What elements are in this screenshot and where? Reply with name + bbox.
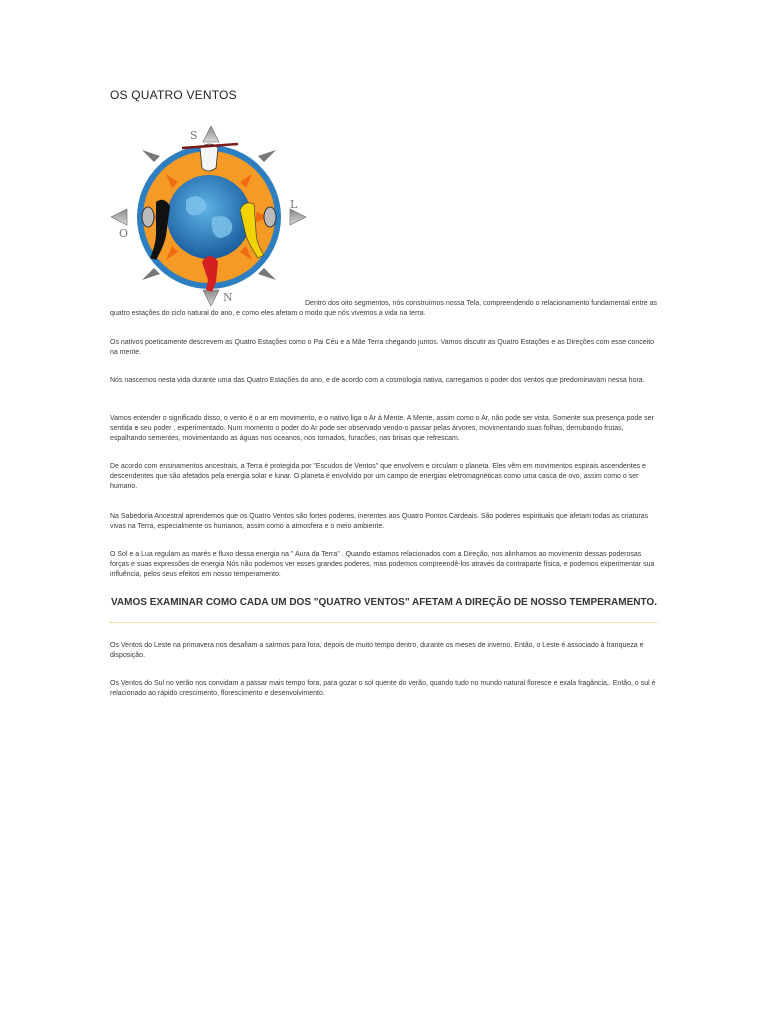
letter-s: S — [190, 129, 198, 142]
paragraph: Vamos entender o significado disso, o vento é o ar em movimento, e o nativo liga o Ar à Mente. A Mente, assim como o Ar, não pode ser vista. Somente sua presença pode ser sentida e seu poder , experimentado. Num momento o poder do Ar pode ser observado vendo-o passar pelas árvores, movimentando suas folhas, derrubando frutas, espalhando sementes, movimentando as águas nos oceanos, nos tornados, furacões, nas brisas que refrescam. — [110, 415, 654, 442]
page-title: OS QUATRO VENTOS — [110, 88, 237, 102]
letter-l: L — [290, 198, 298, 211]
paragraph: De acordo com ensinamentos ancestrais, a Terra é protegida por "Escudos de Ventos" que envolvem e circulam o planeta. Eles vêm em movimentos espirais ascendentes e descendentes que são afetados pela energia solar e lunar. O planeta é envolvido por um campo de energias eletromagnéticas como uma casca de ovo, assim como o ser humano. — [110, 463, 646, 490]
paragraph: Na Sabedoria Ancestral aprendemos que os Quatro Ventos são fortes poderes, inerentes aos Quatro Pontos Cardeais. São poderes espirituais que afetam todas as criaturas vivas na Terra, especialmente os humanos, assim como a atmosfera e o meio ambiente. — [110, 513, 649, 530]
paragraph: Nós nascemos nesta vida durante uma das Quatro Estações do ano, e de acordo com a cosmologia nativa, carregamos o poder dos ventos que predominavam nessa hora. — [110, 377, 645, 384]
paragraph: Os Ventos do Sul no verão nos convidam a passar mais tempo fora, para gozar o sol quente do verão, quando tudo no mundo natural floresce e exala fragância,. Então, o sul é relacionado ao rápido crescimento, florescimento e desenvolvimento. — [110, 680, 656, 697]
letter-n: N — [223, 291, 233, 304]
intro-paragraph: Dentro dos oito segmentos, nós construímos nossa Tela, compreendendo o relacionamento fundamental entre as quatro estações do ciclo natural do ano, e como eles afetam o modo que nós vivemos a vida na terra. — [110, 300, 658, 317]
paragraph: O Sol e a Lua regulam as marés e fluxo dessa energia na " Aura da Terra" . Quando estamos relacionados com a Direção, nos alinhamos ao movimento dessas poderosas forças e suas expressões de energia Nós não podemos ver esses grandes poderes, mas podemos compreendê-los através da contraparte física, e podemos experimentar sua influência, pelos seus efeitos em nosso temperamento. — [110, 551, 655, 578]
paragraph: Os nativos poeticamente descrevem as Quatro Estações como o Pai Céu e a Mãe Terra chegando juntos. Vamos discutir as Quatro Estações e as Direções com esse conceito na mente. — [110, 339, 655, 356]
paragraph: Os Ventos do Leste na primavera nos desafiam a sairmos para fora, depois de muito tempo dentro, durante os meses de inverno. Então, o Leste é associado à franqueza e disposição. — [110, 642, 644, 659]
divider — [110, 622, 658, 623]
four-winds-emblem-icon — [108, 122, 310, 310]
section-heading: VAMOS EXAMINAR COMO CADA UM DOS "QUATRO VENTOS" AFETAM A DIREÇÃO DE NOSSO TEMPERAMENTO. — [111, 597, 657, 608]
letter-o: O — [119, 227, 129, 240]
